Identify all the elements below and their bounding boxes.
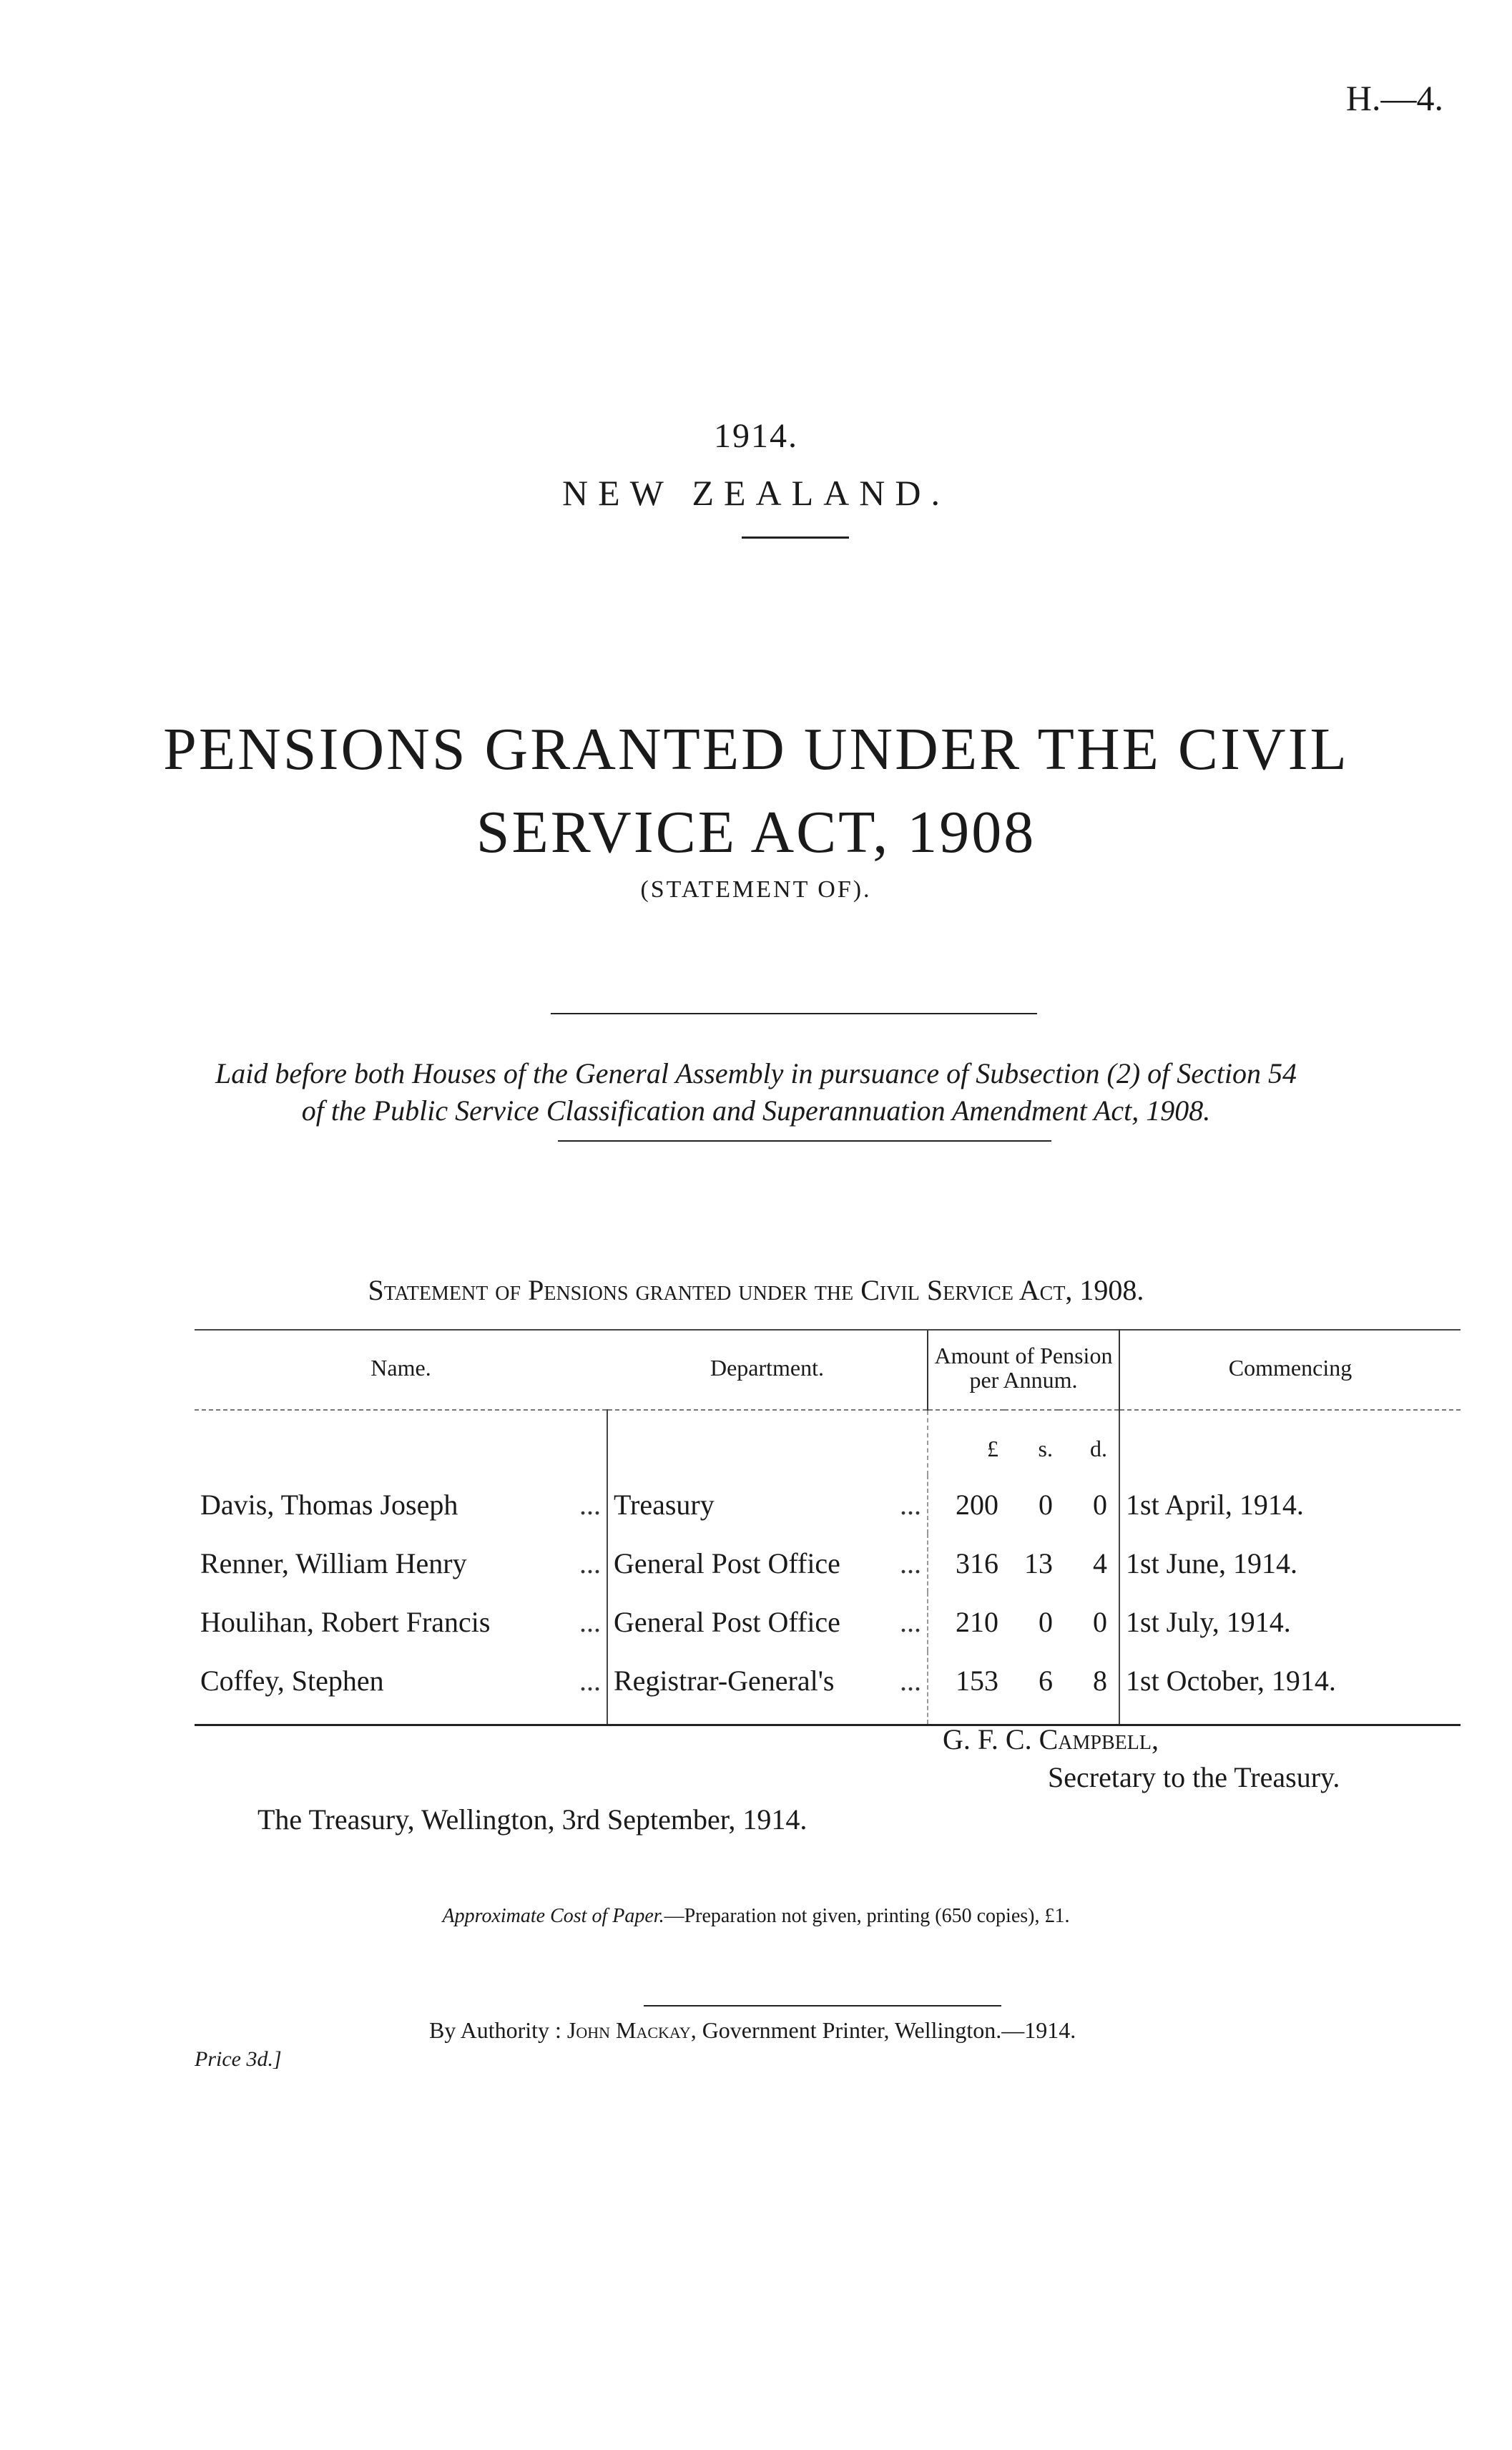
department: Treasury [614, 1488, 715, 1521]
signatory-title: Secretary to the Treasury. [1048, 1761, 1340, 1793]
pension-shillings: 6 [1004, 1651, 1059, 1725]
leader-dots: ... [900, 1488, 921, 1521]
pension-pounds: 316 [928, 1534, 1004, 1592]
cost-label: Approximate Cost of Paper. [442, 1905, 664, 1927]
laid-line-1: Laid before both Houses of the General Assembly in pursuance of Subsection (2) of Section 54 [215, 1057, 1297, 1089]
leader-dots: ... [900, 1547, 921, 1579]
pension-pence: 4 [1059, 1534, 1119, 1592]
pension-pence: 8 [1059, 1651, 1119, 1725]
pension-pounds: 200 [928, 1475, 1004, 1534]
pensioner-name: Renner, William Henry [200, 1547, 467, 1579]
header-department: Department. [607, 1330, 928, 1410]
laid-before-notice [0, 1055, 1512, 1130]
unit-pounds: £ [928, 1410, 1004, 1475]
authority-prefix: By Authority : [429, 2017, 567, 2043]
pension-shillings: 13 [1024, 1547, 1053, 1579]
header-name: Name. [195, 1330, 607, 1410]
document-subtitle: (STATEMENT OF). [640, 876, 872, 903]
divider [644, 2005, 1001, 2006]
table-row [195, 1592, 1461, 1651]
authority-suffix: , Government Printer, Wellington.—1914. [690, 2017, 1076, 2043]
leader-dots: ... [579, 1605, 601, 1638]
divider [742, 536, 849, 539]
commencing-date: 1st October, 1914. [1119, 1651, 1461, 1725]
pension-pence: 0 [1059, 1475, 1119, 1534]
header-commencing: Commencing [1119, 1330, 1461, 1410]
leader-dots: ... [900, 1605, 921, 1638]
department: General Post Office [614, 1547, 840, 1579]
cost-of-paper [0, 1905, 1512, 1928]
divider [558, 1140, 1051, 1142]
commencing-date: 1st April, 1914. [1126, 1488, 1304, 1521]
printer-authority [429, 2017, 1076, 2044]
table-header-row [195, 1330, 1461, 1410]
leader-dots: ... [579, 1488, 601, 1521]
table-row [195, 1651, 1461, 1725]
page-reference: H.—4. [1345, 78, 1443, 118]
pensions-table [195, 1329, 1461, 1726]
department: Registrar-General's [614, 1664, 835, 1697]
statement-heading: Statement of Pensions granted under the Civil Service Act, 1908. [368, 1274, 1144, 1306]
laid-line-2: of the Public Service Classification and Superannuation Amendment Act, 1908. [301, 1094, 1211, 1127]
table-row [195, 1475, 1461, 1534]
title-line-2: SERVICE ACT, 1908 [476, 799, 1036, 866]
pension-shillings: 0 [1039, 1605, 1053, 1638]
commencing-date: 1st July, 1914. [1126, 1605, 1291, 1638]
units-row [195, 1410, 1461, 1475]
unit-shillings: s. [1038, 1435, 1053, 1461]
leader-dots: ... [579, 1664, 601, 1697]
pensioner-name: Davis, Thomas Joseph [200, 1488, 458, 1521]
table-row [195, 1534, 1461, 1592]
leader-dots: ... [579, 1547, 601, 1579]
department: General Post Office [614, 1605, 840, 1638]
document-title [0, 708, 1512, 874]
country-heading: NEW ZEALAND. [562, 473, 950, 513]
dateline: The Treasury, Wellington, 3rd September, 1914. [257, 1803, 807, 1836]
pension-pounds: 210 [928, 1592, 1004, 1651]
signatory-name: G. F. C. Campbell, [943, 1723, 1159, 1755]
cost-text: —Preparation not given, printing (650 copies), £1. [664, 1905, 1070, 1927]
pensioner-name: Coffey, Stephen [200, 1664, 384, 1697]
printer-name: John Mackay [566, 2017, 691, 2043]
commencing-date: 1st June, 1914. [1126, 1547, 1297, 1579]
pension-shillings: 0 [1039, 1488, 1053, 1521]
pension-pence: 0 [1059, 1592, 1119, 1651]
document-year: 1914. [714, 417, 798, 455]
pensioner-name: Houlihan, Robert Francis [200, 1605, 491, 1638]
title-line-1: PENSIONS GRANTED UNDER THE CIVIL [163, 716, 1349, 783]
pension-pounds: 153 [928, 1651, 1004, 1725]
price: Price 3d.] [195, 2047, 282, 2071]
leader-dots: ... [900, 1664, 921, 1697]
divider [551, 1013, 1037, 1014]
unit-pence: d. [1059, 1410, 1119, 1475]
header-amount: Amount of Pension per Annum. [928, 1330, 1119, 1410]
